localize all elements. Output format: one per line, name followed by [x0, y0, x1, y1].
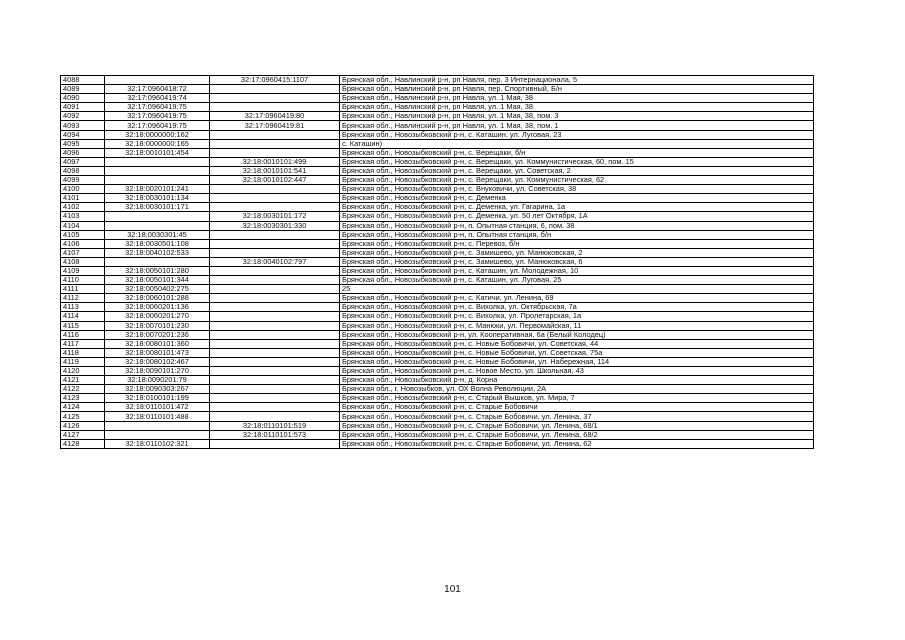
row-number-cell: 4097	[61, 157, 105, 166]
address-cell: Брянская обл., Новозыбковский р-н, с. Старые Бобовичи, ул. Ленина, 37	[340, 412, 814, 421]
table-row	[61, 348, 814, 357]
address-cell: Брянская обл., Навлинский р-н, рп Навля, ул. 1 Мая, 38	[340, 103, 814, 112]
premises-cadastral-number-cell	[210, 194, 340, 203]
cadastral-number-cell: 32:18:0040102:533	[105, 248, 210, 257]
address-cell: Брянская обл., Новозыбковский р-н, с. Старые Бобовичи, ул. Ленина, 68/2	[340, 430, 814, 439]
row-number-cell: 4095	[61, 139, 105, 148]
cadastral-number-cell: 32:18:0060201:136	[105, 303, 210, 312]
premises-cadastral-number-cell	[210, 94, 340, 103]
premises-cadastral-number-cell	[210, 412, 340, 421]
table-row	[61, 266, 814, 275]
cadastral-number-cell: 32:17:0960419:75	[105, 121, 210, 130]
table-row	[61, 394, 814, 403]
address-cell: Брянская обл., Новозыбковский р-н, с. Каташин, ул. Луговая, 23	[340, 130, 814, 139]
table-row	[61, 157, 814, 166]
row-number-cell: 4126	[61, 421, 105, 430]
row-number-cell: 4089	[61, 85, 105, 94]
cadastral-number-cell: 32:18:0020101:241	[105, 185, 210, 194]
row-number-cell: 4091	[61, 103, 105, 112]
address-cell: Брянская обл., Новозыбковский р-н, п. Опытная станция, 6, пом. 38	[340, 221, 814, 230]
cadastral-number-cell: 32:18:0080101:360	[105, 339, 210, 348]
cadastral-number-cell: 32:18:0030101:171	[105, 203, 210, 212]
cadastral-number-cell: 32:17:0960419:75	[105, 112, 210, 121]
table-row	[61, 103, 814, 112]
row-number-cell: 4109	[61, 266, 105, 275]
table-row	[61, 303, 814, 312]
address-cell: Брянская обл., Новозыбковский р-н, с. Верещаки, б/н	[340, 148, 814, 157]
table-row	[61, 421, 814, 430]
row-number-cell: 4088	[61, 76, 105, 85]
address-cell: Брянская обл., Навлинский р-н, рп Навля, ул. 1 Мая, 38, пом. 1	[340, 121, 814, 130]
premises-cadastral-number-cell	[210, 266, 340, 275]
cadastral-number-cell: 32:18:0050101:280	[105, 266, 210, 275]
address-cell: Брянская обл., Новозыбковский р-н, с. Новые Бобовичи, ул. Советская, 44	[340, 339, 814, 348]
row-number-cell: 4115	[61, 321, 105, 330]
premises-cadastral-number-cell: 32:17:0960415:1107	[210, 76, 340, 85]
premises-cadastral-number-cell	[210, 203, 340, 212]
premises-cadastral-number-cell	[210, 367, 340, 376]
premises-cadastral-number-cell	[210, 339, 340, 348]
premises-cadastral-number-cell	[210, 239, 340, 248]
address-cell: Брянская обл., Новозыбковский р-н, с. Замишево, ул. Манюковская, 6	[340, 257, 814, 266]
cadastral-number-cell: 32:18:0070201:236	[105, 330, 210, 339]
address-cell: Брянская обл., Новозыбковский р-н, с. Старые Бобовичи, ул. Ленина, 68/1	[340, 421, 814, 430]
row-number-cell: 4114	[61, 312, 105, 321]
row-number-cell: 4118	[61, 348, 105, 357]
cadastral-number-cell: 32:18:0090201:79	[105, 376, 210, 385]
table-row	[61, 294, 814, 303]
table-row	[61, 139, 814, 148]
premises-cadastral-number-cell	[210, 439, 340, 448]
row-number-cell: 4106	[61, 239, 105, 248]
premises-cadastral-number-cell	[210, 321, 340, 330]
address-cell: Брянская обл., Новозыбковский р-н, с. Верещаки, ул. Коммунистическая, 60, пом. 15	[340, 157, 814, 166]
address-cell: Брянская обл., Новозыбковский р-н, с. Перевоз, б/н	[340, 239, 814, 248]
row-number-cell: 4098	[61, 166, 105, 175]
cadastral-number-cell: 32:17:0960418:72	[105, 85, 210, 94]
address-cell: Брянская обл., Новозыбковский р-н, с. Катичи, ул. Ленина, 69	[340, 294, 814, 303]
address-cell: Брянская обл., Навлинский р-н, рп Навля, пер. Спортивный, Б/н	[340, 85, 814, 94]
address-cell: Брянская обл., Новозыбковский р-н, с. Вихолка, ул. Октябрьская, 7а	[340, 303, 814, 312]
cadastral-number-cell: 32:18:0100101:199	[105, 394, 210, 403]
premises-cadastral-number-cell	[210, 230, 340, 239]
table-row	[61, 166, 814, 175]
address-cell: Брянская обл., г. Новозыбков, ул. ОХ Волна Революции, 2А	[340, 385, 814, 394]
row-number-cell: 4102	[61, 203, 105, 212]
address-cell: Брянская обл., Новозыбковский р-н, д. Корна	[340, 376, 814, 385]
table-row	[61, 321, 814, 330]
cadastral-number-cell: 32:18:0000000:165	[105, 139, 210, 148]
table-row	[61, 430, 814, 439]
premises-cadastral-number-cell: 32:17:0960419:80	[210, 112, 340, 121]
premises-cadastral-number-cell: 32:18:0040102:797	[210, 257, 340, 266]
table-row	[61, 176, 814, 185]
address-cell: Брянская обл., Новозыбковский р-н, с. Вихолка, ул. Пролетарская, 1а	[340, 312, 814, 321]
table-row	[61, 239, 814, 248]
address-cell: Брянская обл., Новозыбковский р-н, с. Новое Место, ул. Школьная, 43	[340, 367, 814, 376]
premises-cadastral-number-cell	[210, 294, 340, 303]
table-row	[61, 148, 814, 157]
row-number-cell: 4093	[61, 121, 105, 130]
table-row	[61, 276, 814, 285]
address-cell: Брянская обл., Новозыбковский р-н, с. Внуковичи, ул. Советская, 38	[340, 185, 814, 194]
cadastral-number-cell: 32:18:0110101:488	[105, 412, 210, 421]
row-number-cell: 4127	[61, 430, 105, 439]
table-row	[61, 439, 814, 448]
row-number-cell: 4110	[61, 276, 105, 285]
cadastral-number-cell: 32:18:0080101:473	[105, 348, 210, 357]
address-cell: Брянская обл., Новозыбковский р-н, с. Деменка	[340, 194, 814, 203]
table-row	[61, 285, 814, 294]
row-number-cell: 4125	[61, 412, 105, 421]
row-number-cell: 4103	[61, 212, 105, 221]
registry-table-body	[61, 76, 814, 449]
table-row	[61, 357, 814, 366]
row-number-cell: 4119	[61, 357, 105, 366]
address-cell: Брянская обл., Новозыбковский р-н, с. Старый Вышков, ул. Мира, 7	[340, 394, 814, 403]
premises-cadastral-number-cell: 32:18:0010101:499	[210, 157, 340, 166]
address-cell: Брянская обл., Навлинский р-н, рп Навля, ул. 1 Мая, 38	[340, 94, 814, 103]
row-number-cell: 4104	[61, 221, 105, 230]
table-row	[61, 312, 814, 321]
table-row	[61, 376, 814, 385]
cadastral-number-cell	[105, 166, 210, 175]
premises-cadastral-number-cell: 32:17:0960419:81	[210, 121, 340, 130]
premises-cadastral-number-cell	[210, 348, 340, 357]
cadastral-number-cell: 32:18:0000000:162	[105, 130, 210, 139]
cadastral-number-cell: 32:18:0030501:108	[105, 239, 210, 248]
premises-cadastral-number-cell	[210, 330, 340, 339]
address-cell: Брянская обл., Новозыбковский р-н, с. Деменка, ул. 50 лет Октября, 1А	[340, 212, 814, 221]
row-number-cell: 4122	[61, 385, 105, 394]
row-number-cell: 4117	[61, 339, 105, 348]
cadastral-number-cell: 32:18:0050101:344	[105, 276, 210, 285]
table-row	[61, 203, 814, 212]
cadastral-number-cell: 32:17:0960419:75	[105, 103, 210, 112]
row-number-cell: 4107	[61, 248, 105, 257]
cadastral-number-cell	[105, 421, 210, 430]
premises-cadastral-number-cell	[210, 376, 340, 385]
row-number-cell: 4099	[61, 176, 105, 185]
table-row	[61, 330, 814, 339]
premises-cadastral-number-cell: 32:18:0010102:447	[210, 176, 340, 185]
premises-cadastral-number-cell: 32:18:0030101:172	[210, 212, 340, 221]
address-cell: Брянская обл., Новозыбковский р-н, с. Верещаки, ул. Коммунистическая, 62	[340, 176, 814, 185]
cadastral-number-cell	[105, 157, 210, 166]
premises-cadastral-number-cell	[210, 394, 340, 403]
row-number-cell: 4113	[61, 303, 105, 312]
address-cell: Брянская обл., Навлинский р-н, рп Навля, ул. 1 Мая, 38, пом. 3	[340, 112, 814, 121]
address-cell: Брянская обл., Новозыбковский р-н, с. Новые Бобовичи, ул. Советская, 75а	[340, 348, 814, 357]
table-row	[61, 76, 814, 85]
row-number-cell: 4108	[61, 257, 105, 266]
table-row	[61, 248, 814, 257]
premises-cadastral-number-cell	[210, 85, 340, 94]
cadastral-number-cell	[105, 430, 210, 439]
cadastral-number-cell: 32:18:0050402:275	[105, 285, 210, 294]
premises-cadastral-number-cell	[210, 357, 340, 366]
row-number-cell: 4120	[61, 367, 105, 376]
address-cell: Брянская обл., Новозыбковский р-н, с. Каташин, ул. Молодежная, 10	[340, 266, 814, 275]
cadastral-number-cell: 32:18:0090303:267	[105, 385, 210, 394]
premises-cadastral-number-cell	[210, 276, 340, 285]
cadastral-number-cell: 32:18:0110102:321	[105, 439, 210, 448]
cadastral-number-cell: 32:18:0030101:134	[105, 194, 210, 203]
premises-cadastral-number-cell	[210, 248, 340, 257]
row-number-cell: 4101	[61, 194, 105, 203]
row-number-cell: 4124	[61, 403, 105, 412]
row-number-cell: 4111	[61, 285, 105, 294]
table-row	[61, 194, 814, 203]
row-number-cell: 4100	[61, 185, 105, 194]
table-row	[61, 130, 814, 139]
address-cell: 25	[340, 285, 814, 294]
table-row	[61, 212, 814, 221]
cadastral-number-cell: 32:18:0070101:230	[105, 321, 210, 330]
registry-table	[60, 75, 814, 449]
premises-cadastral-number-cell	[210, 130, 340, 139]
row-number-cell: 4128	[61, 439, 105, 448]
row-number-cell: 4096	[61, 148, 105, 157]
address-cell: Брянская обл., Новозыбковский р-н, с. Старые Бобовичи	[340, 403, 814, 412]
table-row	[61, 385, 814, 394]
premises-cadastral-number-cell	[210, 403, 340, 412]
premises-cadastral-number-cell: 32:18:0110101:573	[210, 430, 340, 439]
row-number-cell: 4105	[61, 230, 105, 239]
address-cell: Брянская обл., Новозыбковский р-н, с. Деменка, ул. Гагарина, 1а	[340, 203, 814, 212]
cadastral-number-cell: 32:18:0030301:45	[105, 230, 210, 239]
premises-cadastral-number-cell: 32:18:0110101:519	[210, 421, 340, 430]
cadastral-number-cell: 32:18:0080102:467	[105, 357, 210, 366]
table-row	[61, 221, 814, 230]
cadastral-number-cell	[105, 257, 210, 266]
row-number-cell: 4092	[61, 112, 105, 121]
cadastral-number-cell	[105, 76, 210, 85]
table-row	[61, 121, 814, 130]
row-number-cell: 4123	[61, 394, 105, 403]
address-cell: Брянская обл., Навлинский р-н, рп Навля, пер. 3 Интернационала, 5	[340, 76, 814, 85]
cadastral-number-cell: 32:18:0060101:288	[105, 294, 210, 303]
cadastral-number-cell: 32:18:0090101:270	[105, 367, 210, 376]
address-cell: Брянская обл., Новозыбковский р-н, с. Замишево, ул. Манюковская, 2	[340, 248, 814, 257]
address-cell: Брянская обл., Новозыбковский р-н, с. Манюки, ул. Первомайская, 11	[340, 321, 814, 330]
table-row	[61, 412, 814, 421]
cadastral-number-cell: 32:18:0110101:472	[105, 403, 210, 412]
cadastral-number-cell: 32:18:0060201:270	[105, 312, 210, 321]
premises-cadastral-number-cell	[210, 385, 340, 394]
row-number-cell: 4094	[61, 130, 105, 139]
table-row	[61, 185, 814, 194]
address-cell: Брянская обл., Новозыбковский р-н, ул. Кооперативная, 6а (Белый Колодец)	[340, 330, 814, 339]
row-number-cell: 4090	[61, 94, 105, 103]
address-cell: Брянская обл., Новозыбковский р-н, с. Старые Бобовичи, ул. Ленина, 62	[340, 439, 814, 448]
table-row	[61, 85, 814, 94]
address-cell: с. Каташин)	[340, 139, 814, 148]
cadastral-number-cell: 32:17:0960419:74	[105, 94, 210, 103]
address-cell: Брянская обл., Новозыбковский р-н, п. Опытная станция, б/н	[340, 230, 814, 239]
cadastral-number-cell	[105, 212, 210, 221]
cadastral-number-cell	[105, 176, 210, 185]
table-row	[61, 112, 814, 121]
row-number-cell: 4112	[61, 294, 105, 303]
table-row	[61, 257, 814, 266]
premises-cadastral-number-cell	[210, 303, 340, 312]
premises-cadastral-number-cell: 32:18:0010101:541	[210, 166, 340, 175]
premises-cadastral-number-cell	[210, 148, 340, 157]
premises-cadastral-number-cell	[210, 139, 340, 148]
cadastral-number-cell	[105, 221, 210, 230]
table-row	[61, 367, 814, 376]
table-row	[61, 403, 814, 412]
table-row	[61, 230, 814, 239]
table-row	[61, 339, 814, 348]
row-number-cell: 4116	[61, 330, 105, 339]
premises-cadastral-number-cell	[210, 312, 340, 321]
premises-cadastral-number-cell: 32:18:0030301:330	[210, 221, 340, 230]
page-number: 101	[444, 584, 461, 595]
address-cell: Брянская обл., Новозыбковский р-н, с. Каташин, ул. Луговая, 25	[340, 276, 814, 285]
table-row	[61, 94, 814, 103]
address-cell: Брянская обл., Новозыбковский р-н, с. Верещаки, ул. Советская, 2	[340, 166, 814, 175]
premises-cadastral-number-cell	[210, 103, 340, 112]
premises-cadastral-number-cell	[210, 285, 340, 294]
cadastral-number-cell: 32:18:0010101:454	[105, 148, 210, 157]
premises-cadastral-number-cell	[210, 185, 340, 194]
row-number-cell: 4121	[61, 376, 105, 385]
address-cell: Брянская обл., Новозыбковский р-н, с. Новые Бобовичи, ул. Набережная, 114	[340, 357, 814, 366]
